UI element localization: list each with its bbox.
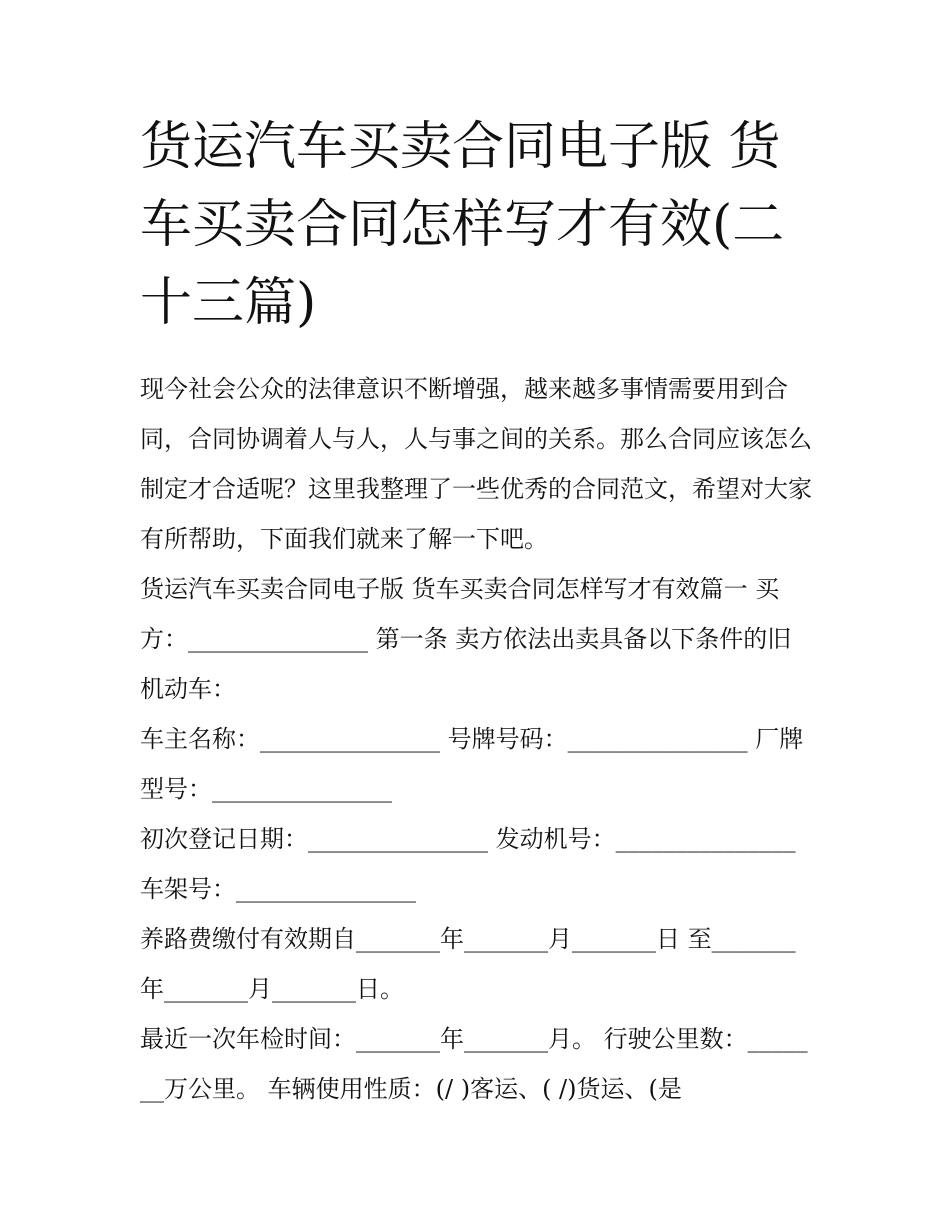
contract-paragraph-registration: 初次登记日期：_______________ 发动机号：_______________ 车架号：_______________ — [140, 825, 804, 903]
contract-paragraph-owner: 车主名称：_______________ 号牌号码：_______________ 厂牌型号：_______________ — [140, 725, 804, 803]
contract-paragraph-road-fee: 养路费缴付有效期自_______年_______月_______日 至_______年_______月_______日。 — [140, 925, 796, 1003]
intro-paragraph: 现今社会公众的法律意识不断增强，越来越多事情需要用到合同，合同协调着人与人，人与事之间的关系。那么合同应该怎么制定才合适呢？这里我整理了一些优秀的合同范文，希望对大家有所帮助，下面我们就来了解一下吧。 — [140, 375, 812, 553]
document-page — [140, 108, 812, 1114]
contract-paragraph-inspection: 最近一次年检时间：_______年_______月。 行驶公里数：_______万公里。 车辆使用性质：(/ )客运、( /)货运、(是 — [140, 1025, 808, 1103]
contract-paragraph-buyer: 货运汽车买卖合同电子版 货车买卖合同怎样写才有效篇一 买方：_______________ 第一条 卖方依法出卖具备以下条件的旧机动车： — [140, 575, 792, 703]
document-title: 货运汽车买卖合同电子版 货车买卖合同怎样写才有效(二十三篇) — [140, 117, 785, 333]
